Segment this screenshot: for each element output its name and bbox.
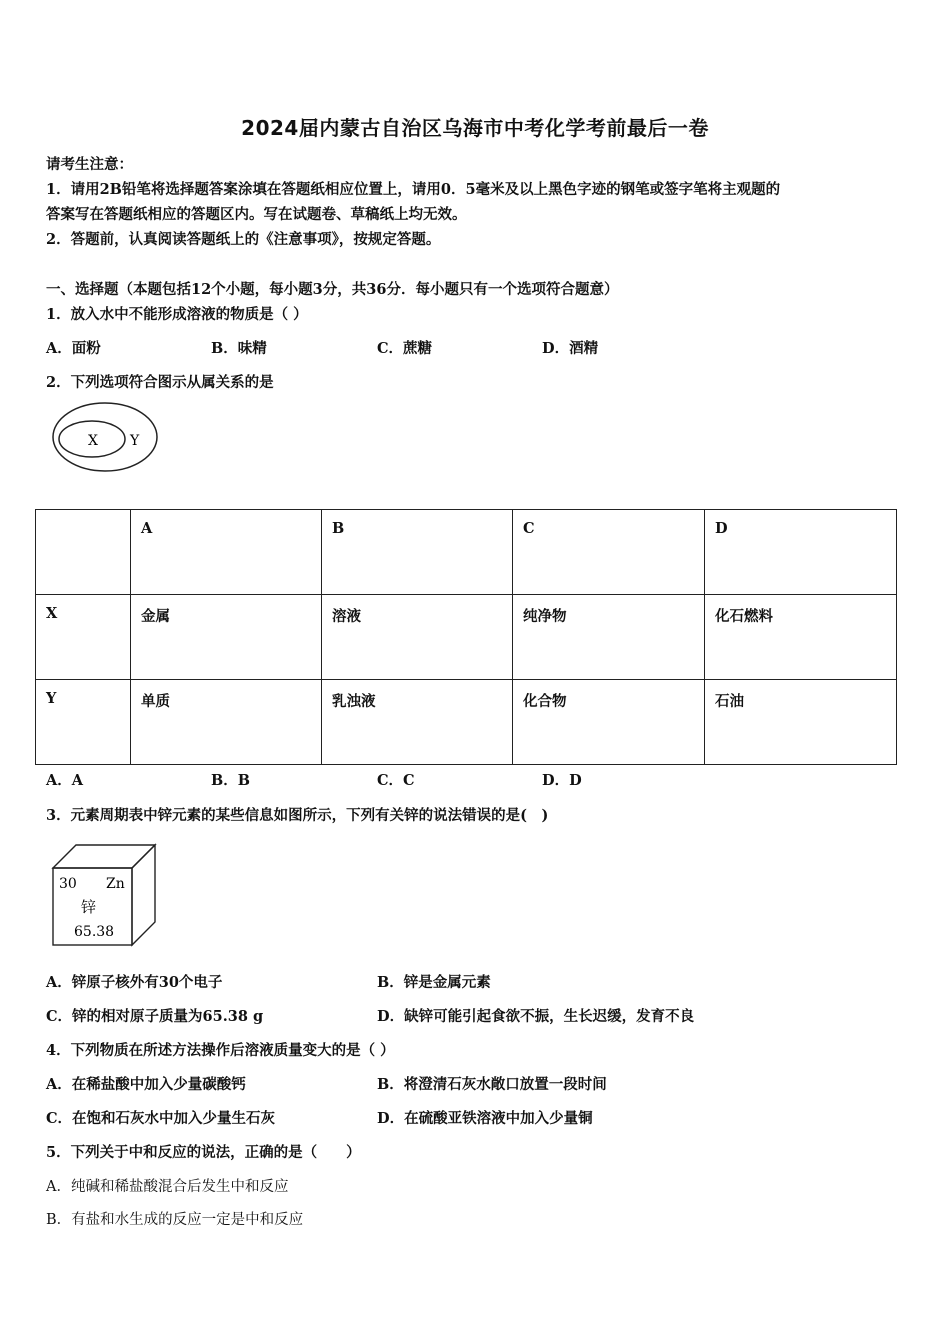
- venn-label-x: X: [88, 433, 98, 449]
- q2-option-c: C．C: [377, 772, 415, 789]
- table-row: [36, 510, 897, 595]
- question-2-stem: 2．下列选项符合图示从属关系的是: [46, 374, 274, 391]
- table-cell: [36, 510, 131, 595]
- table-cell: 石油: [705, 680, 897, 765]
- notice-heading: 请考生注意：: [46, 156, 133, 173]
- venn-label-y: Y: [130, 433, 140, 449]
- outer-ellipse: [53, 403, 157, 471]
- q3-option-d: D．缺锌可能引起食欲不振，生长迟缓，发育不良: [377, 1008, 695, 1025]
- element-card-top: [53, 845, 155, 868]
- notice-line-3: 2．答题前，认真阅读答题纸上的《注意事项》，按规定答题。: [46, 231, 441, 248]
- table-cell: 乳浊液: [322, 680, 513, 765]
- table-row: [36, 680, 897, 765]
- element-mass: 65.38: [74, 924, 115, 940]
- table-cell: B: [322, 510, 513, 595]
- q5-option-b: B．有盐和水生成的反应一定是中和反应: [46, 1212, 304, 1228]
- table-cell: D: [705, 510, 897, 595]
- q4-option-c: C．在饱和石灰水中加入少量生石灰: [46, 1110, 276, 1127]
- table-cell: 纯净物: [513, 595, 705, 680]
- table-cell: 化合物: [513, 680, 705, 765]
- q2-option-a: A．A: [46, 772, 84, 789]
- q2-option-b: B．B: [211, 772, 251, 789]
- page-title: 2024届内蒙古自治区乌海市中考化学考前最后一卷: [241, 116, 709, 140]
- element-symbol: Zn: [106, 876, 125, 892]
- q4-option-b: B．将澄清石灰水敞口放置一段时间: [377, 1076, 607, 1093]
- q5-option-a: A．纯碱和稀盐酸混合后发生中和反应: [46, 1179, 289, 1195]
- q3-option-a: A．锌原子核外有30个电子: [46, 974, 223, 991]
- q3-option-b: B．锌是金属元素: [377, 974, 491, 991]
- notice-line-1: 1．请用2B铅笔将选择题答案涂填在答题纸相应位置上，请用0．5毫米及以上黑色字迹的钢笔或签字笔将主观题的: [46, 181, 781, 198]
- question-4-stem: 4．下列物质在所述方法操作后溶液质量变大的是（ ）: [46, 1042, 395, 1059]
- table-cell: X: [36, 595, 131, 680]
- table-cell: C: [513, 510, 705, 595]
- q4-option-d: D．在硫酸亚铁溶液中加入少量铜: [377, 1110, 593, 1127]
- q1-option-c: C．蔗糖: [377, 340, 433, 357]
- q1-option-b: B．味精: [211, 340, 267, 357]
- q4-option-a: A．在稀盐酸中加入少量碳酸钙: [46, 1076, 246, 1093]
- element-number: 30: [59, 876, 77, 892]
- q2-option-d: D．D: [542, 772, 582, 789]
- table-row: [36, 595, 897, 680]
- table-cell: Y: [36, 680, 131, 765]
- q2-table: [35, 509, 897, 765]
- element-card: [48, 840, 160, 950]
- table-cell: A: [131, 510, 322, 595]
- element-name: 锌: [81, 898, 97, 916]
- table-cell: 单质: [131, 680, 322, 765]
- question-3-stem: 3．元素周期表中锌元素的某些信息如图所示，下列有关锌的说法错误的是( ): [46, 807, 549, 824]
- question-5-stem: 5．下列关于中和反应的说法，正确的是（ ）: [46, 1144, 361, 1161]
- table-cell: 化石燃料: [705, 595, 897, 680]
- question-1-stem: 1．放入水中不能形成溶液的物质是（ ）: [46, 306, 308, 323]
- table-cell: 溶液: [322, 595, 513, 680]
- element-card-side: [132, 845, 155, 945]
- q1-option-a: A．面粉: [46, 340, 101, 357]
- notice-line-2: 答案写在答题纸相应的答题区内。写在试题卷、草稿纸上均无效。: [46, 206, 467, 223]
- section-heading: 一、选择题（本题包括12个小题，每小题3分，共36分．每小题只有一个选项符合题意）: [46, 281, 619, 298]
- table-cell: 金属: [131, 595, 322, 680]
- venn-diagram: [50, 400, 165, 475]
- q1-option-d: D．酒精: [542, 340, 599, 357]
- q3-option-c: C．锌的相对原子质量为65.38 g: [46, 1008, 264, 1025]
